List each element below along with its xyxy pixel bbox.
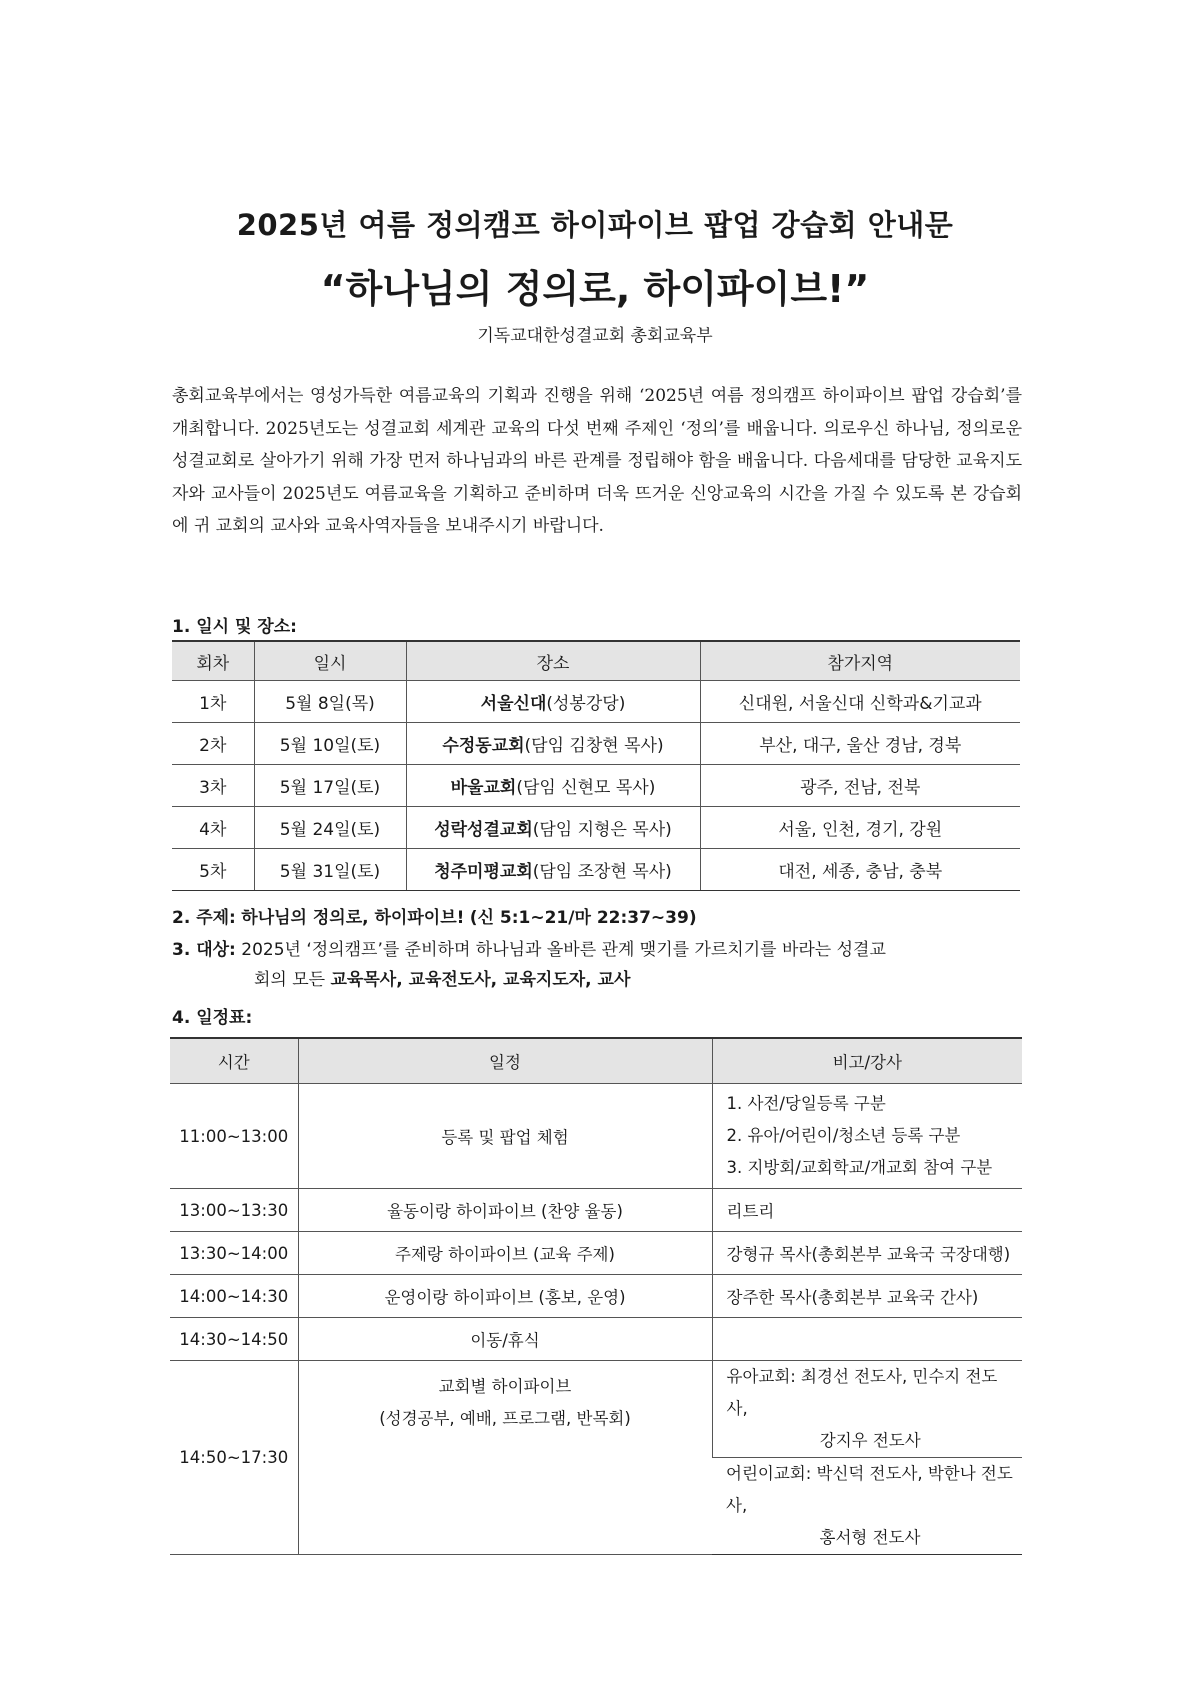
table-row [170, 1275, 1022, 1318]
section3-target [172, 935, 1032, 995]
section2-theme [172, 903, 1032, 933]
place-detail: (담임 신현모 목사) [516, 778, 656, 798]
round-cell: 1차 [172, 681, 254, 723]
schedule-location-table [172, 640, 1020, 891]
place-cell [406, 807, 700, 849]
column-header: 일정 [298, 1038, 712, 1084]
round-cell: 4차 [172, 807, 254, 849]
place-detail: (담임 조장현 목사) [532, 862, 672, 882]
intro-paragraph: 총회교육부에서는 영성가득한 여름교육의 기획과 진행을 위해 ‘2025년 여름 정의캠프 하이파이브 팝업 강습회’를 개최합니다. 2025년도는 성결교회 세계관 교육의 다섯 번째 주제인 ‘정의’를 배웁니다. 의로우신 하나님, 정의로운 성결교회로 살아가기 위해 가장 먼저 하나님과의 바른 관계를 정립해야 함을 배웁니다. 다음세대를 담당한 교육지도자와 교사들이 2025년도 여름교육을 기획하고 준비하며 더욱 뜨거운 신앙교육의 시간을 가질 수 있도록 본 강습회에 귀 교회의 교사와 교육사역자들을 보내주시기 바랍니다. [172, 386, 1022, 536]
organization-name: 기독교대한성결교회 총회교육부 [477, 326, 713, 346]
target-text1: 2025년 ‘정의캠프’를 준비하며 하나님과 올바른 관계 맺기를 가르치기를 바라는 성결교 [241, 940, 886, 960]
column-header: 회차 [172, 641, 254, 681]
place-cell [406, 723, 700, 765]
table-row [172, 723, 1020, 765]
time-cell: 14:30~14:50 [170, 1318, 298, 1361]
date-cell: 5월 24일(토) [254, 807, 406, 849]
table-row [170, 1189, 1022, 1232]
program-cell: 운영이랑 하이파이브 (홍보, 운영) [298, 1275, 712, 1318]
date-cell: 5월 17일(토) [254, 765, 406, 807]
date-cell: 5월 10일(토) [254, 723, 406, 765]
note-cell: 장주한 목사(총회본부 교육국 간사) [712, 1275, 1022, 1318]
table-row [172, 807, 1020, 849]
time-cell: 13:30~14:00 [170, 1232, 298, 1275]
program-cell [298, 1361, 712, 1555]
target-line2 [172, 965, 1032, 995]
time-cell: 14:00~14:30 [170, 1275, 298, 1318]
timetable [170, 1037, 1022, 1555]
column-header: 비고/강사 [712, 1038, 1022, 1084]
program-cell: 등록 및 팝업 체험 [298, 1084, 712, 1189]
table-row [172, 849, 1020, 891]
program-line: (성경공부, 예배, 프로그램, 반목회) [379, 1409, 631, 1428]
theme-verse: (신 5:1~21/마 22:37~39) [469, 908, 697, 928]
section1-heading: 1. 일시 및 장소: [172, 617, 297, 637]
place-name: 수정동교회 [442, 736, 525, 756]
place-cell [406, 849, 700, 891]
place-detail: (성봉강당) [546, 694, 626, 714]
time-cell: 14:50~17:30 [170, 1361, 298, 1555]
note-cell: 리트리 [712, 1189, 1022, 1232]
document-subtitle: “하나님의 정의로, 하이파이브!” [320, 267, 870, 311]
place-name: 청주미평교회 [434, 862, 533, 882]
note-line: 1. 사전/당일등록 구분 [726, 1094, 886, 1113]
region-cell: 대전, 세종, 충남, 충북 [700, 849, 1020, 891]
note-line: 강지우 전도사 [819, 1431, 921, 1450]
program-cell: 율동이랑 하이파이브 (찬양 율동) [298, 1189, 712, 1232]
region-cell: 신대원, 서울신대 신학과&기교과 [700, 681, 1020, 723]
table-row [170, 1318, 1022, 1361]
date-cell: 5월 31일(토) [254, 849, 406, 891]
target-line1 [172, 935, 1032, 965]
place-cell [406, 765, 700, 807]
place-name: 서울신대 [480, 694, 547, 714]
region-cell: 광주, 전남, 전북 [700, 765, 1020, 807]
section2-label: 2. 주제: [172, 908, 236, 928]
program-cell: 주제랑 하이파이브 (교육 주제) [298, 1232, 712, 1275]
place-cell [406, 681, 700, 723]
round-cell: 5차 [172, 849, 254, 891]
place-detail: (담임 지형은 목사) [532, 820, 672, 840]
round-cell: 3차 [172, 765, 254, 807]
target-text2-bold: 교육목사, 교육전도사, 교육지도자, 교사 [330, 970, 631, 990]
note-cell [712, 1318, 1022, 1361]
note-line: 어린이교회: 박신덕 전도사, 박한나 전도사, [726, 1464, 1013, 1515]
time-cell: 13:00~13:30 [170, 1189, 298, 1232]
region-cell: 부산, 대구, 울산 경남, 경북 [700, 723, 1020, 765]
place-detail: (담임 김창현 목사) [524, 736, 664, 756]
note-cell: 강형규 목사(총회본부 교육국 국장대행) [712, 1232, 1022, 1275]
column-header: 참가지역 [700, 641, 1020, 681]
theme-text: 하나님의 정의로, 하이파이브! [241, 908, 465, 928]
note-cell [712, 1458, 1022, 1555]
table-row [170, 1232, 1022, 1275]
place-name: 성락성결교회 [434, 820, 533, 840]
section4-heading: 4. 일정표: [172, 1008, 253, 1028]
section3-label: 3. 대상: [172, 940, 236, 960]
column-header: 시간 [170, 1038, 298, 1084]
table-row [170, 1361, 1022, 1458]
document-title: 2025년 여름 정의캠프 하이파이브 팝업 강습회 안내문 [236, 208, 954, 242]
note-cell [712, 1084, 1022, 1189]
table-header-row [170, 1038, 1022, 1084]
column-header: 장소 [406, 641, 700, 681]
column-header: 일시 [254, 641, 406, 681]
target-text2-prefix: 회의 모든 [254, 970, 326, 990]
program-cell: 이동/휴식 [298, 1318, 712, 1361]
date-cell: 5월 8일(목) [254, 681, 406, 723]
time-cell: 11:00~13:00 [170, 1084, 298, 1189]
program-line: 교회별 하이파이브 [438, 1377, 572, 1396]
note-cell [712, 1361, 1022, 1458]
table-row [172, 765, 1020, 807]
note-line: 유아교회: 최경선 전도사, 민수지 전도사, [726, 1367, 998, 1418]
note-line: 홍서형 전도사 [819, 1528, 921, 1547]
place-name: 바울교회 [450, 778, 517, 798]
note-line: 2. 유아/어린이/청소년 등록 구분 [726, 1126, 961, 1145]
table-header-row [172, 641, 1020, 681]
table-row [170, 1084, 1022, 1189]
table-row [172, 681, 1020, 723]
note-line: 3. 지방회/교회학교/개교회 참여 구분 [726, 1158, 993, 1177]
region-cell: 서울, 인천, 경기, 강원 [700, 807, 1020, 849]
round-cell: 2차 [172, 723, 254, 765]
